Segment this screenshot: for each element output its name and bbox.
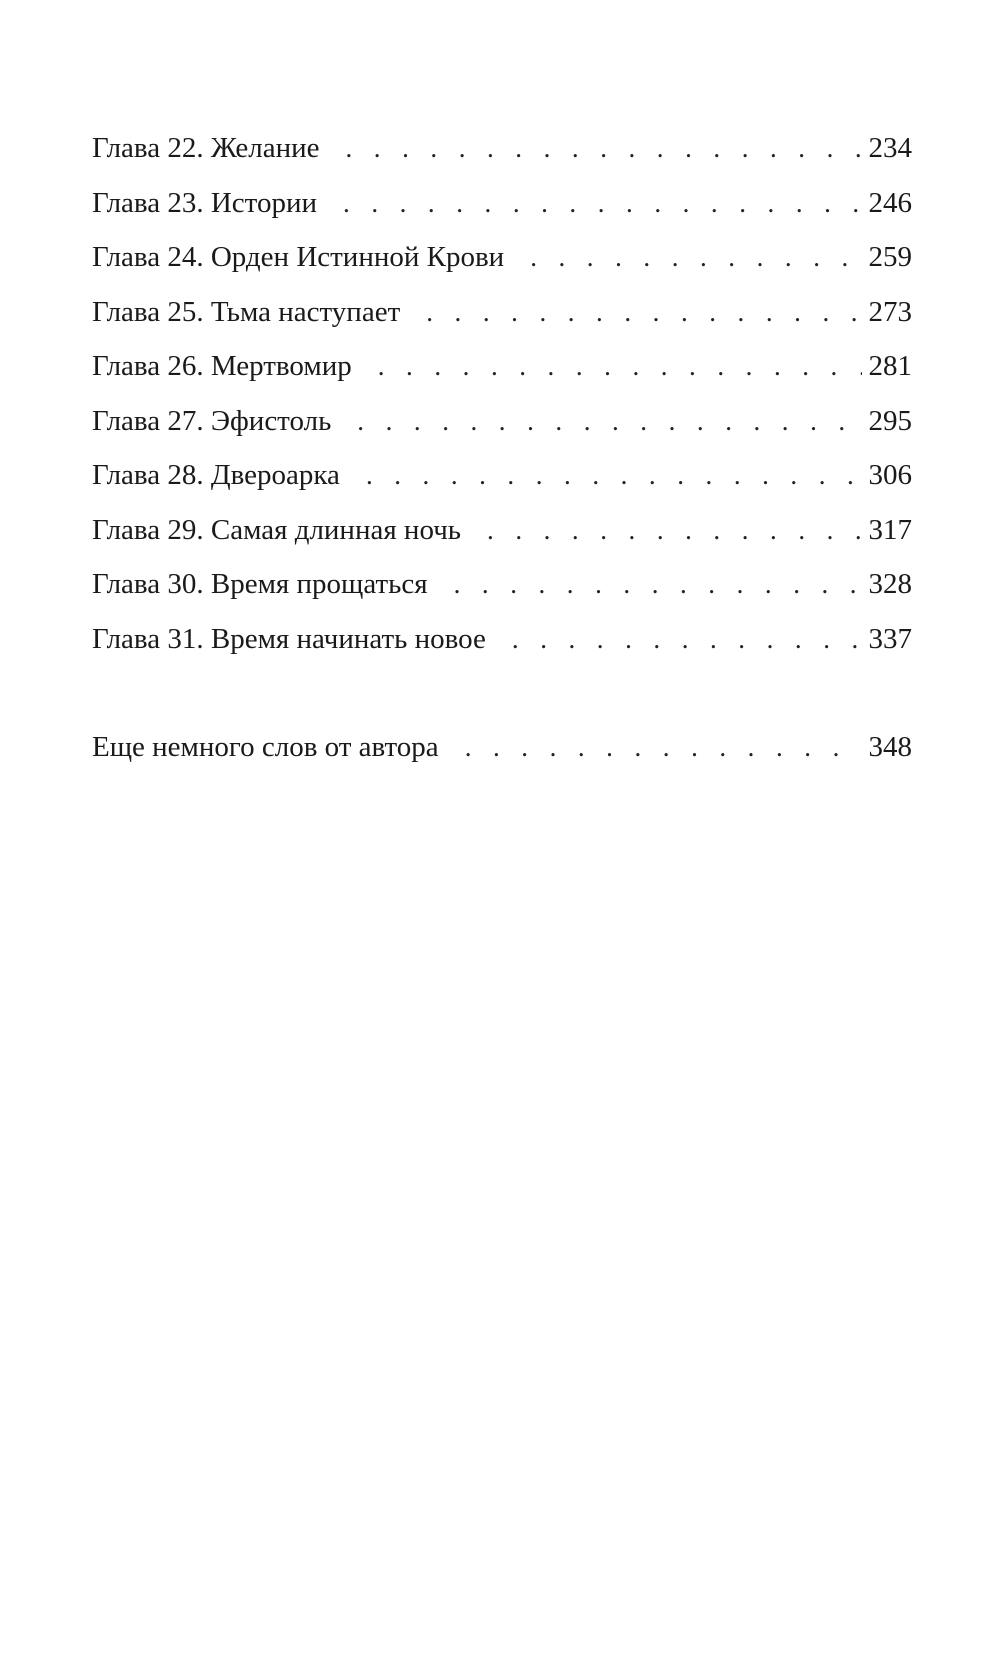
dot-leader xyxy=(366,455,862,495)
section-spacer xyxy=(92,673,912,727)
toc-entry-chapter-30 xyxy=(92,564,912,619)
toc-entry-title: Глава 29. Самая длинная ночь xyxy=(92,513,462,546)
toc-entry-page-number: 246 xyxy=(868,186,912,219)
toc-entry-title: Глава 26. Мертвомир xyxy=(92,350,352,382)
toc-entry-page-number: 317 xyxy=(868,513,912,546)
toc-entry-page-number: 337 xyxy=(868,622,912,655)
toc-entry-page-number: 259 xyxy=(868,241,912,273)
toc-entry-title: Еще немного слов от автора xyxy=(92,731,439,763)
dot-leader xyxy=(343,183,862,223)
dot-leader xyxy=(487,510,862,550)
toc-entry-page-number: 281 xyxy=(868,350,912,382)
toc-entry-page-number: 348 xyxy=(868,731,912,763)
toc-entry-chapter-29 xyxy=(92,510,912,565)
dot-leader xyxy=(512,619,862,659)
toc-entry-title: Глава 28. Двероарка xyxy=(92,459,340,491)
toc-entry-title: Глава 23. Истории xyxy=(92,186,318,219)
toc-entry-chapter-23 xyxy=(92,183,912,238)
toc-entry-chapter-26 xyxy=(92,346,912,401)
toc-entry-chapter-22 xyxy=(92,128,912,183)
toc-entry-chapter-25 xyxy=(92,292,912,347)
toc-entry-page-number: 273 xyxy=(868,295,912,328)
toc-entry-title: Глава 25. Тьма наступает xyxy=(92,295,401,328)
toc-entry-title: Глава 30. Время прощаться xyxy=(92,568,428,600)
toc-entry-page-number: 295 xyxy=(868,404,912,437)
toc-entry-page-number: 234 xyxy=(868,132,912,164)
dot-leader xyxy=(454,564,862,604)
dot-leader xyxy=(465,727,862,767)
toc-entry-chapter-27 xyxy=(92,401,912,456)
dot-leader xyxy=(346,128,863,168)
table-of-contents xyxy=(92,128,912,782)
toc-entry-chapter-24 xyxy=(92,237,912,292)
toc-entry-chapter-31 xyxy=(92,619,912,674)
toc-entry-title: Глава 31. Время начинать новое xyxy=(92,622,486,655)
toc-entry-title: Глава 27. Эфистоль xyxy=(92,404,332,437)
dot-leader xyxy=(530,237,862,277)
dot-leader xyxy=(426,292,862,332)
toc-entry-afterword xyxy=(92,727,912,782)
toc-entry-page-number: 328 xyxy=(868,568,912,600)
toc-entry-title: Глава 24. Орден Истинной Крови xyxy=(92,241,505,273)
toc-entry-page-number: 306 xyxy=(868,459,912,491)
toc-entry-title: Глава 22. Желание xyxy=(92,132,320,164)
dot-leader xyxy=(357,401,862,441)
dot-leader xyxy=(378,346,862,386)
toc-entry-chapter-28 xyxy=(92,455,912,510)
